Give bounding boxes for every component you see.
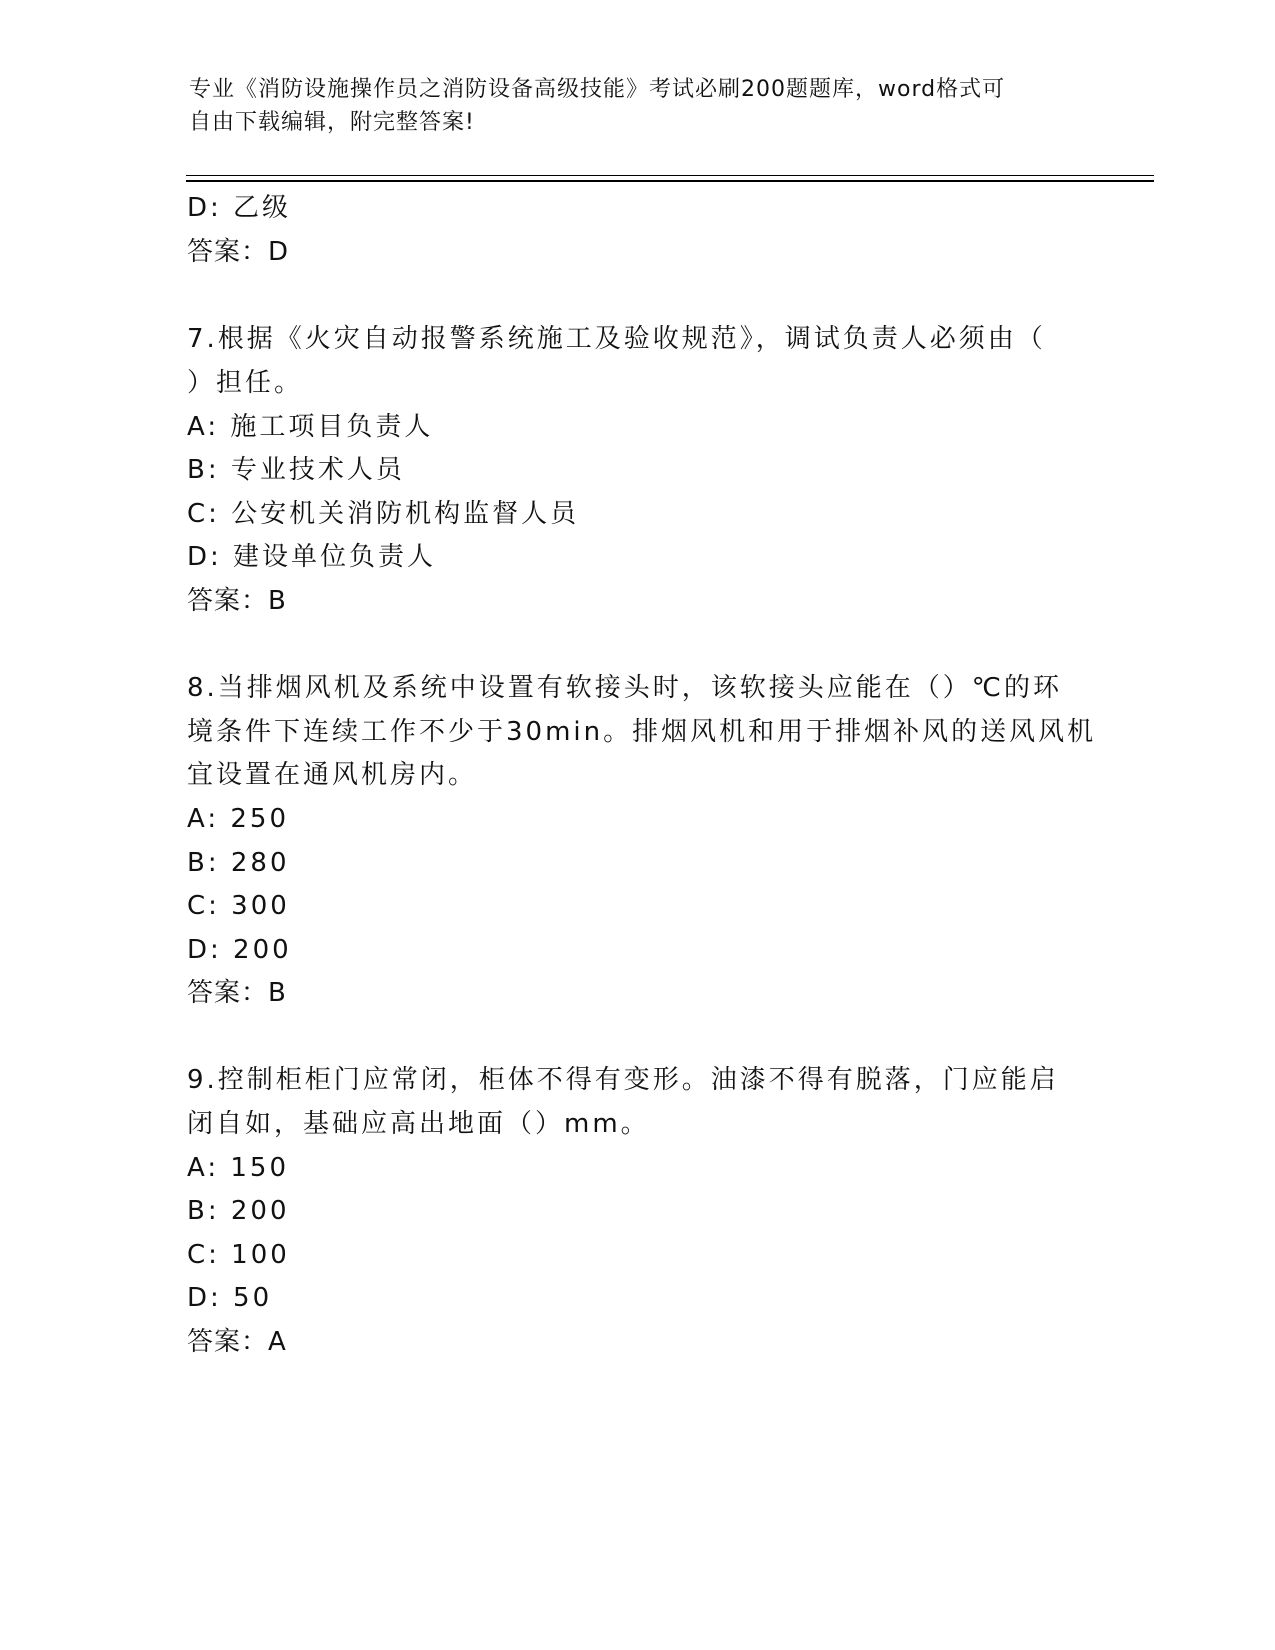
carryover-answer: 答案：D <box>187 237 290 267</box>
carryover-option-d: D: 乙级 <box>187 193 292 223</box>
q9-stem-line-2: 闭自如，基础应高出地面（）mm。 <box>187 1109 650 1139</box>
header-divider-thin <box>186 175 1154 176</box>
header-line-1: 专业《消防设施操作员之消防设备高级技能》考试必刷200题题库，word格式可 <box>189 77 1006 102</box>
q8-option-c: C: 300 <box>187 891 290 921</box>
q8-stem-line-2: 境条件下连续工作不少于30min。排烟风机和用于排烟补风的送风风机 <box>187 717 1097 747</box>
document-header <box>189 73 1089 139</box>
q8-option-a: A: 250 <box>187 804 289 834</box>
q7-option-b: B: 专业技术人员 <box>187 455 405 485</box>
q7-option-a: A: 施工项目负责人 <box>187 412 434 442</box>
q9-option-a: A: 150 <box>187 1153 289 1183</box>
q8-stem-line-1: 8.当排烟风机及系统中设置有软接头时，该软接头应能在（）℃的环 <box>187 673 1063 703</box>
q8-answer: 答案：B <box>187 978 287 1008</box>
q7-stem-line-2: ）担任。 <box>187 368 304 398</box>
q9-option-b: B: 200 <box>187 1196 290 1226</box>
q8-option-b: B: 280 <box>187 848 290 878</box>
q7-option-c: C: 公安机关消防机构监督人员 <box>187 499 580 529</box>
header-divider-thick <box>186 180 1154 182</box>
q9-answer: 答案：A <box>187 1327 287 1357</box>
q9-stem-line-1: 9.控制柜柜门应常闭，柜体不得有变形。油漆不得有脱落，门应能启 <box>187 1065 1059 1095</box>
q7-stem-line-1: 7.根据《火灾自动报警系统施工及验收规范》，调试负责人必须由（ <box>187 324 1046 354</box>
header-line-2: 自由下载编辑，附完整答案! <box>189 110 475 135</box>
q8-option-d: D: 200 <box>187 935 292 965</box>
q9-option-d: D: 50 <box>187 1283 273 1313</box>
q8-stem-line-3: 宜设置在通风机房内。 <box>187 760 478 790</box>
q9-option-c: C: 100 <box>187 1240 290 1270</box>
q7-option-d: D: 建设单位负责人 <box>187 542 437 572</box>
q7-answer: 答案：B <box>187 586 287 616</box>
